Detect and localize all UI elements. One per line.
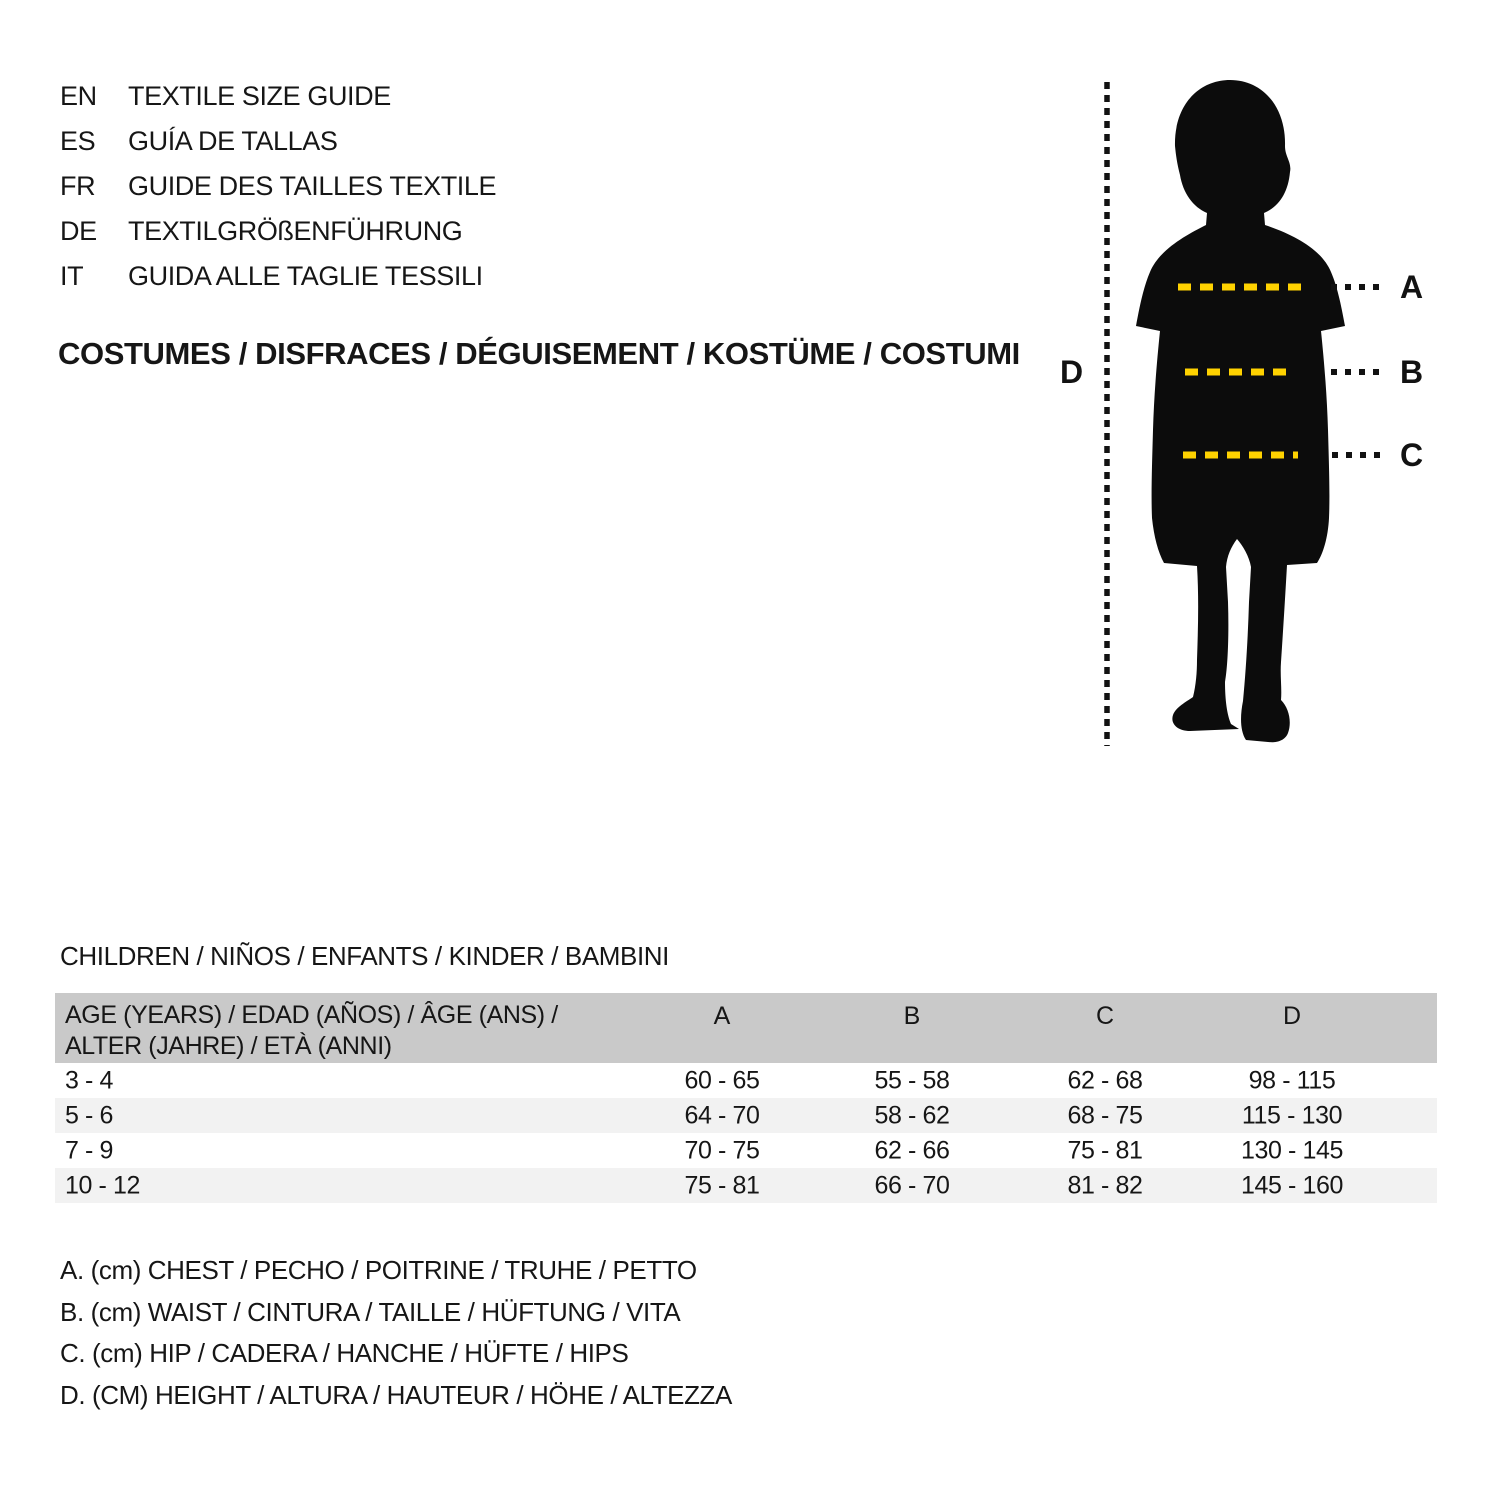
waist-cell: 55 - 58 xyxy=(874,1066,950,1094)
child-silhouette xyxy=(1136,80,1345,742)
lang-code: IT xyxy=(60,261,84,291)
chest-cell: 60 - 65 xyxy=(684,1066,760,1094)
table-row xyxy=(55,1098,1437,1133)
age-cell: 3 - 4 xyxy=(65,1066,114,1094)
chest-label: A xyxy=(1400,269,1424,305)
age-cell: 5 - 6 xyxy=(65,1101,114,1129)
lang-code: FR xyxy=(60,171,96,201)
chest-cell: 70 - 75 xyxy=(684,1136,760,1164)
lang-label: TEXTILE SIZE GUIDE xyxy=(128,81,391,111)
table-row xyxy=(55,1168,1437,1203)
language-list xyxy=(60,74,496,299)
legend-hip: C. (cm) HIP / CADERA / HANCHE / HÜFTE / HIPS xyxy=(60,1338,629,1368)
lang-label: GUIDE DES TAILLES TEXTILE xyxy=(128,171,497,201)
age-cell: 7 - 9 xyxy=(65,1136,114,1164)
table-row xyxy=(55,1133,1437,1168)
chest-cell: 64 - 70 xyxy=(684,1101,760,1129)
lang-row-en xyxy=(60,74,496,119)
waist-cell: 62 - 66 xyxy=(874,1136,950,1164)
column-header-a: A xyxy=(713,1002,731,1030)
column-header-b: B xyxy=(903,1002,921,1030)
height-cell: 115 - 130 xyxy=(1241,1101,1343,1129)
age-header-line1: AGE (YEARS) / EDAD (AÑOS) / ÂGE (ANS) / xyxy=(65,1001,558,1029)
children-size-table xyxy=(55,993,1437,1203)
legend-chest: A. (cm) CHEST / PECHO / POITRINE / TRUHE / PETTO xyxy=(60,1255,697,1285)
lang-label: GUÍA DE TALLAS xyxy=(128,126,338,156)
hip-cell: 81 - 82 xyxy=(1067,1171,1143,1199)
lang-row-fr xyxy=(60,164,496,209)
hip-cell: 75 - 81 xyxy=(1067,1136,1143,1164)
lang-code: EN xyxy=(60,81,97,111)
age-header-line2: ALTER (JAHRE) / ETÀ (ANNI) xyxy=(65,1032,392,1060)
waist-cell: 66 - 70 xyxy=(874,1171,950,1199)
height-cell: 130 - 145 xyxy=(1240,1136,1344,1164)
lang-row-de xyxy=(60,209,496,254)
legend-waist: B. (cm) WAIST / CINTURA / TAILLE / HÜFTUNG / VITA xyxy=(60,1296,681,1327)
lang-row-it xyxy=(60,254,496,299)
child-figure-diagram xyxy=(1040,60,1470,760)
lang-code: ES xyxy=(60,126,96,156)
category-title: COSTUMES / DISFRACES / DÉGUISEMENT / KOSTÜME / COSTUMI xyxy=(58,336,1020,371)
legend-height: D. (CM) HEIGHT / ALTURA / HAUTEUR / HÖHE / ALTEZZA xyxy=(60,1379,732,1410)
table-row xyxy=(55,1063,1437,1098)
height-label: D xyxy=(1060,354,1084,390)
table-header-row xyxy=(55,993,1437,1063)
age-cell: 10 - 12 xyxy=(65,1171,141,1199)
hip-label: C xyxy=(1400,437,1424,473)
lang-code: DE xyxy=(60,216,97,246)
height-cell: 145 - 160 xyxy=(1240,1171,1344,1199)
column-header-c: C xyxy=(1095,1002,1115,1030)
waist-cell: 58 - 62 xyxy=(874,1101,950,1129)
height-cell: 98 - 115 xyxy=(1248,1066,1336,1094)
age-column-header xyxy=(65,1000,558,1062)
lang-label: TEXTILGRÖßENFÜHRUNG xyxy=(128,216,463,246)
waist-label: B xyxy=(1400,354,1424,390)
hip-cell: 68 - 75 xyxy=(1067,1101,1143,1129)
lang-row-es xyxy=(60,119,496,164)
lang-label: GUIDA ALLE TAGLIE TESSILI xyxy=(128,261,483,291)
chest-cell: 75 - 81 xyxy=(684,1171,760,1199)
column-header-d: D xyxy=(1282,1002,1302,1030)
measurement-legend xyxy=(60,1250,732,1416)
section-title-children: CHILDREN / NIÑOS / ENFANTS / KINDER / BAMBINI xyxy=(60,941,669,971)
hip-cell: 62 - 68 xyxy=(1067,1066,1143,1094)
measurement-figure xyxy=(1040,60,1470,760)
